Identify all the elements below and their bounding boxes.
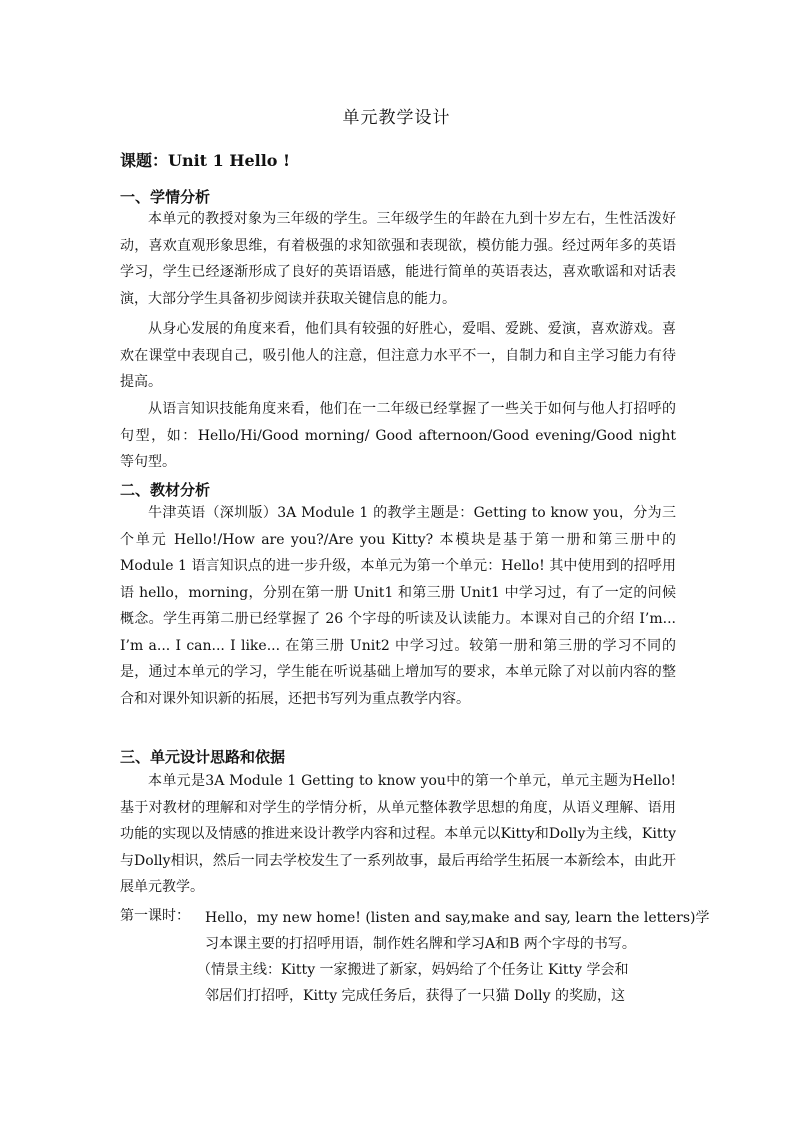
lesson-line: （情景主线：Kitty 一家搬进了新家，妈妈给了个任务让 Kitty 学会和 <box>197 962 629 978</box>
course-title: 课题：Unit 1 Hello ! <box>120 151 291 170</box>
lesson-label: 第一课时： <box>120 908 190 924</box>
paragraph: 本单元是3A Module 1 Getting to know you中的第一个单元，单元主题为Hello! 基于对教材的理解和对学生的学情分析，从单元整体教学思想的角度，从语义理解、语用功能的实现以及情感的推进来设计教学内容和过程。本单元以Kitty和Dolly为主线，Kitty与Dolly相识，然后一同去学校发生了一系列故事，最后再给学生拓展一本新绘本，由此开展单元教学。 <box>120 773 676 895</box>
section-heading-design-rationale: 三、单元设计思路和依据 <box>120 748 286 766</box>
section-heading-learner-analysis: 一、学情分析 <box>120 188 211 206</box>
paragraph: 本单元的教授对象为三年级的学生。三年级学生的年龄在九到十岁左右，生性活泼好动，喜欢直观形象思维，有着极强的求知欲强和表现欲，模仿能力强。经过两年多的英语学习，学生已经逐渐形成了良好的英语语感，能进行简单的英语表达，喜欢歌谣和对话表演，大部分学生具备初步阅读并获取关键信息的能力。 <box>120 211 676 307</box>
paragraph: 牛津英语（深圳版）3A Module 1 的教学主题是：Getting to know you，分为三个单元 Hello!/How are you?/Are you Kitty? 本模块是基于第一册和第三册中的 Module 1 语言知识点的进一步升级，本单元为第一个单元：Hello! 其中使用到的招呼用语 hello，morning，分别在第一册 Unit1 和第三册 Unit1 中学习过，有了一定的问候概念。学生再第二册已经掌握了 26 个字母的听读及认读能力。本课对自己的介绍 I’m... I’m a... I can... I like... 在第三册 Unit2 中学习过。较第一册和第三册的学习不同的是，通过本单元的学习，学生能在听说基础上增加写的要求，本单元除了对以前内容的整合和对课外知识新的拓展，还把书写列为重点教学内容。 <box>120 505 676 707</box>
lesson-line: 邻居们打招呼，Kitty 完成任务后，获得了一只猫 Dolly 的奖励，这 <box>205 988 625 1004</box>
paragraph: 从身心发展的角度来看，他们具有较强的好胜心，爱唱、爱跳、爱演，喜欢游戏。喜欢在课堂中表现自己，吸引他人的注意，但注意力水平不一，自制力和自主学习能力有待提高。 <box>120 321 676 390</box>
section-heading-textbook-analysis: 二、教材分析 <box>120 481 211 499</box>
lesson-line: Hello，my new home! (listen and say,make and say, learn the letters)学 <box>205 910 710 926</box>
page-title: 单元教学设计 <box>342 108 451 128</box>
paragraph: 从语言知识技能角度来看，他们在一二年级已经掌握了一些关于如何与他人打招呼的句型，如：Hello/Hi/Good morning/ Good afternoon/Good evening/Good night 等句型。 <box>120 401 676 470</box>
lesson-description <box>197 905 710 1009</box>
lesson-line: 习本课主要的打招呼用语，制作姓名牌和学习A和B 两个字母的书写。 <box>205 936 636 952</box>
